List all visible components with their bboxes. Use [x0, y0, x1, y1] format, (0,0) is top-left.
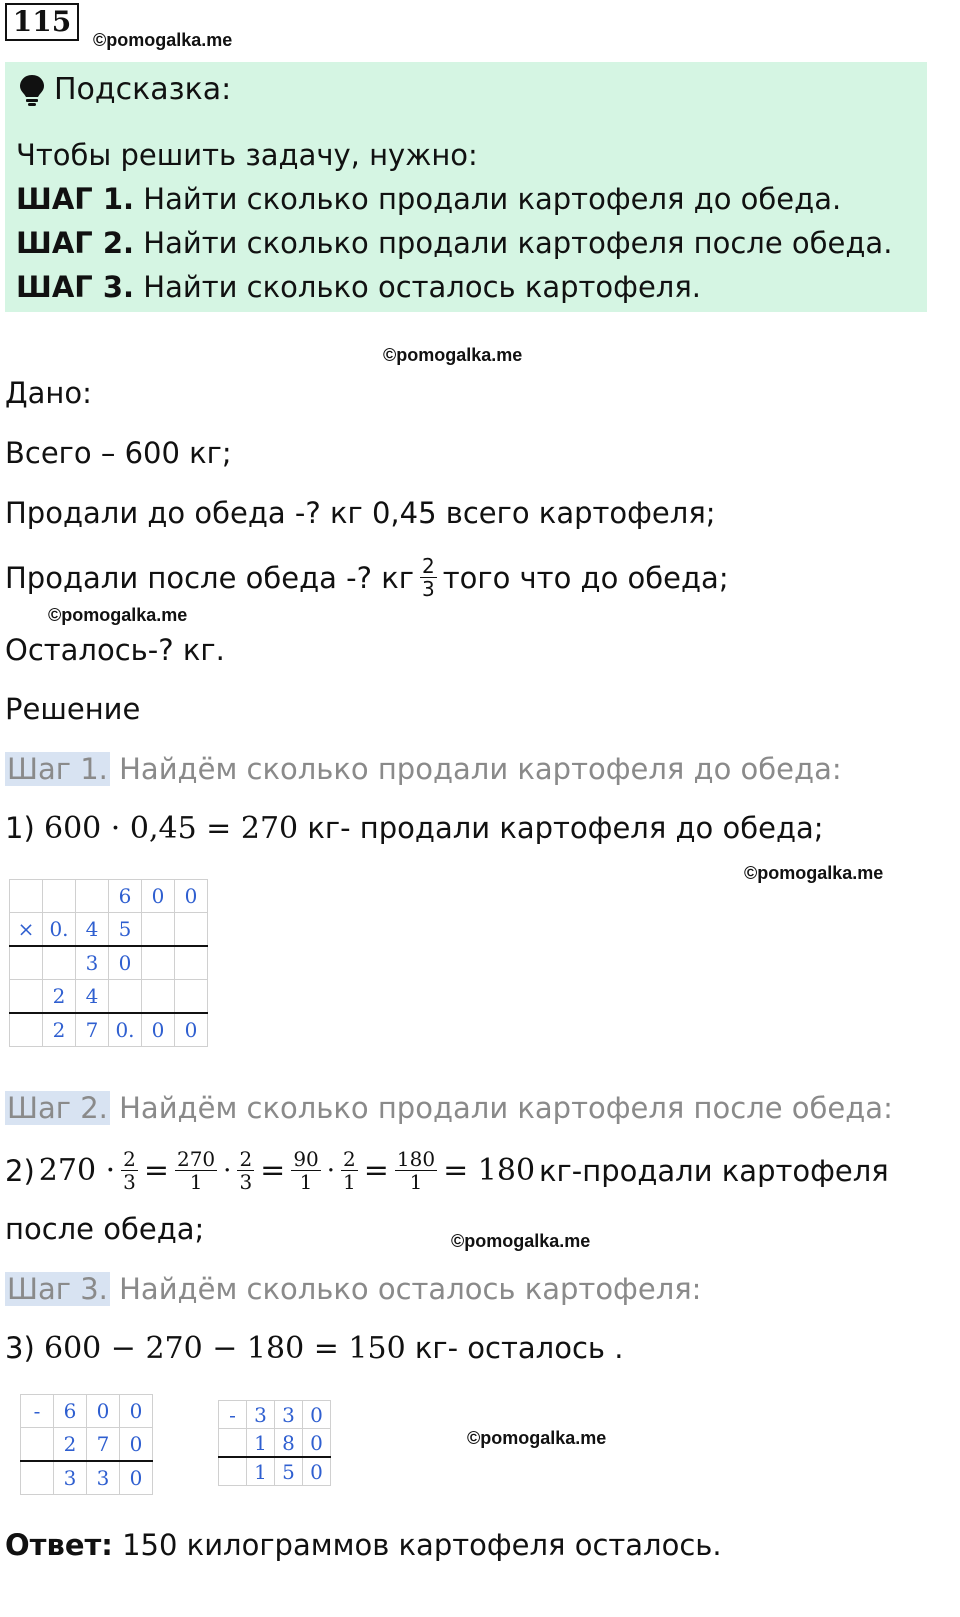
grid-cell: 0: [87, 1395, 120, 1428]
grid-row: [219, 1457, 331, 1486]
fraction-numerator: 90: [293, 1147, 319, 1171]
fraction-numerator: 2: [239, 1147, 253, 1171]
fraction: [175, 1148, 217, 1193]
watermark: ©pomogalka.me: [467, 1428, 607, 1448]
grid-cell: 1: [247, 1457, 275, 1486]
answer: [5, 1528, 722, 1562]
grid-row: [219, 1429, 331, 1458]
grid-cell: 5: [275, 1457, 303, 1486]
step-label: Шаг 2.: [7, 1091, 108, 1125]
grid-cell: [109, 980, 142, 1014]
watermark: ©pomogalka.me: [451, 1231, 591, 1251]
hint-step-text: Найти сколько продали картофеля после обеда.: [143, 226, 893, 260]
equation-suffix: кг- осталось .: [414, 1331, 624, 1365]
watermark: ©pomogalka.me: [93, 30, 233, 50]
grid-cell: [10, 980, 43, 1014]
grid-cell: 0: [303, 1429, 331, 1458]
grid-cell: 3: [54, 1461, 87, 1495]
fraction-denominator: 3: [123, 1170, 136, 1194]
fraction-numerator: 2: [343, 1147, 356, 1171]
grid-cell: 0: [175, 880, 208, 913]
grid-cell: [21, 1461, 54, 1495]
equals-sign: =: [143, 1153, 169, 1188]
grid-cell: 0.: [109, 1013, 142, 1047]
watermark: ©pomogalka.me: [383, 345, 523, 365]
hint-step-text: Найти сколько продали картофеля до обеда.: [143, 182, 842, 216]
grid-cell: 0: [109, 946, 142, 980]
step-2-heading: [5, 1091, 893, 1125]
subtraction-grid-1: [20, 1394, 153, 1495]
lightbulb-icon: [18, 73, 46, 107]
equation-term: 270 ·: [38, 1153, 116, 1188]
grid-cell: 0: [120, 1461, 153, 1495]
given-line-4: Осталось-? кг.: [5, 633, 225, 667]
grid-row: [10, 980, 208, 1014]
grid-cell: 3: [247, 1401, 275, 1429]
grid-cell: 3: [275, 1401, 303, 1429]
equation-prefix: 3): [5, 1331, 35, 1365]
fraction: [420, 555, 437, 600]
multiplication-grid: [9, 879, 208, 1047]
hint-intro: Чтобы решить задачу, нужно:: [16, 138, 478, 172]
grid-row: [21, 1395, 153, 1428]
hint-step-3: [16, 270, 701, 304]
fraction: [341, 1148, 358, 1193]
given-line-3-end: того что до обеда;: [442, 560, 729, 595]
multiply-sign: ·: [326, 1155, 336, 1186]
grid-cell: ×: [10, 913, 43, 947]
grid-cell: [10, 1013, 43, 1047]
hint-step-text: Найти сколько осталось картофеля.: [143, 270, 702, 304]
answer-label: Ответ:: [5, 1528, 113, 1562]
grid-cell: [175, 913, 208, 947]
fraction: [291, 1148, 320, 1193]
multiply-sign: ·: [223, 1155, 232, 1186]
step-label: Шаг 3.: [7, 1272, 108, 1306]
step-3-equation: [5, 1331, 623, 1366]
hint-step-1: [16, 182, 841, 216]
grid-cell: 3: [76, 946, 109, 980]
fraction: [395, 1148, 437, 1193]
grid-cell: 0: [303, 1401, 331, 1429]
grid-cell: 1: [247, 1429, 275, 1458]
equals-sign: =: [260, 1153, 286, 1188]
grid-row: [21, 1461, 153, 1495]
hint-step-label: ШАГ 1.: [16, 182, 135, 216]
subtraction-grid-2: [218, 1400, 331, 1486]
solution-title: Решение: [5, 692, 141, 726]
equation-expression: 600 · 0,45 = 270: [43, 811, 299, 846]
given-line-3-start: Продали после обеда -? кг: [5, 560, 414, 595]
fraction-numerator: 270: [176, 1147, 216, 1171]
given-line-1: Всего – 600 кг;: [5, 436, 232, 470]
grid-cell: 0: [175, 1013, 208, 1047]
fraction-denominator: 1: [299, 1170, 313, 1194]
grid-cell: 2: [43, 1013, 76, 1047]
fraction-denominator: 1: [409, 1170, 423, 1194]
grid-cell: 7: [87, 1428, 120, 1462]
grid-cell: [21, 1428, 54, 1462]
answer-text: 150 килограммов картофеля осталось.: [122, 1528, 722, 1562]
step-text: Найдём сколько продали картофеля после обеда:: [119, 1091, 893, 1125]
equation-suffix: кг-продали картофеля: [539, 1153, 889, 1188]
fraction-numerator: 2: [421, 554, 435, 578]
equation-prefix: 1): [5, 811, 35, 845]
grid-cell: 2: [43, 980, 76, 1014]
grid-cell: [10, 880, 43, 913]
step-label: Шаг 1.: [7, 752, 108, 786]
step-text: Найдём сколько продали картофеля до обеда:: [119, 752, 842, 786]
grid-cell: [142, 913, 175, 947]
grid-cell: 7: [76, 1013, 109, 1047]
hint-step-label: ШАГ 3.: [16, 270, 135, 304]
given-line-2: Продали до обеда -? кг 0,45 всего картофеля;: [5, 496, 716, 530]
hint-step-2: [16, 226, 892, 260]
grid-cell: 5: [109, 913, 142, 947]
grid-cell: 0: [303, 1457, 331, 1486]
hint-title: [18, 72, 231, 107]
step-1-heading: [5, 752, 842, 786]
grid-cell: [175, 980, 208, 1014]
grid-cell: 3: [87, 1461, 120, 1495]
grid-cell: 4: [76, 980, 109, 1014]
grid-cell: [10, 946, 43, 980]
grid-cell: 6: [109, 880, 142, 913]
grid-cell: 0.: [43, 913, 76, 947]
grid-cell: 2: [54, 1428, 87, 1462]
step-1-equation: [5, 811, 824, 846]
equals-sign: =: [363, 1153, 389, 1188]
grid-cell: [142, 980, 175, 1014]
grid-cell: 6: [54, 1395, 87, 1428]
grid-cell: [219, 1429, 247, 1458]
fraction-numerator: 2: [123, 1147, 136, 1171]
hint-step-label: ШАГ 2.: [16, 226, 135, 260]
grid-cell: 4: [76, 913, 109, 947]
fraction-denominator: 1: [189, 1170, 203, 1194]
step-3-heading: [5, 1272, 701, 1306]
problem-number: 115: [5, 3, 79, 41]
grid-row: [10, 946, 208, 980]
watermark: ©pomogalka.me: [744, 863, 884, 883]
grid-row: [21, 1428, 153, 1462]
step-text: Найдём сколько осталось картофеля:: [119, 1272, 702, 1306]
fraction-denominator: 3: [239, 1170, 253, 1194]
grid-cell: 0: [120, 1395, 153, 1428]
equation-prefix: 2): [5, 1153, 35, 1188]
hint-title-text: Подсказка:: [54, 72, 232, 107]
watermark: ©pomogalka.me: [48, 605, 188, 625]
given-line-3: [5, 555, 729, 600]
grid-cell: 0: [142, 1013, 175, 1047]
fraction: [121, 1148, 138, 1193]
grid-cell: 0: [120, 1428, 153, 1462]
grid-cell: 8: [275, 1429, 303, 1458]
grid-cell: [219, 1457, 247, 1486]
grid-row: [10, 1013, 208, 1047]
grid-cell: [76, 880, 109, 913]
grid-cell: 0: [142, 880, 175, 913]
equation-expression: 600 − 270 − 180 = 150: [43, 1331, 406, 1366]
grid-cell: [43, 880, 76, 913]
fraction-denominator: 1: [343, 1170, 356, 1194]
grid-cell: [175, 946, 208, 980]
step-2-equation: [5, 1148, 889, 1193]
fraction-numerator: 180: [396, 1147, 436, 1171]
grid-row: [10, 913, 208, 947]
grid-row: [219, 1401, 331, 1429]
equation-result: = 180: [443, 1153, 536, 1188]
step-2-equation-continuation: после обеда;: [5, 1212, 205, 1246]
equation-suffix: кг- продали картофеля до обеда;: [307, 811, 824, 845]
fraction-denominator: 3: [421, 577, 435, 601]
fraction: [237, 1148, 254, 1193]
given-title: Дано:: [5, 376, 92, 410]
grid-cell: [43, 946, 76, 980]
grid-cell: -: [219, 1401, 247, 1429]
grid-cell: -: [21, 1395, 54, 1428]
grid-cell: [142, 946, 175, 980]
grid-row: [10, 880, 208, 913]
